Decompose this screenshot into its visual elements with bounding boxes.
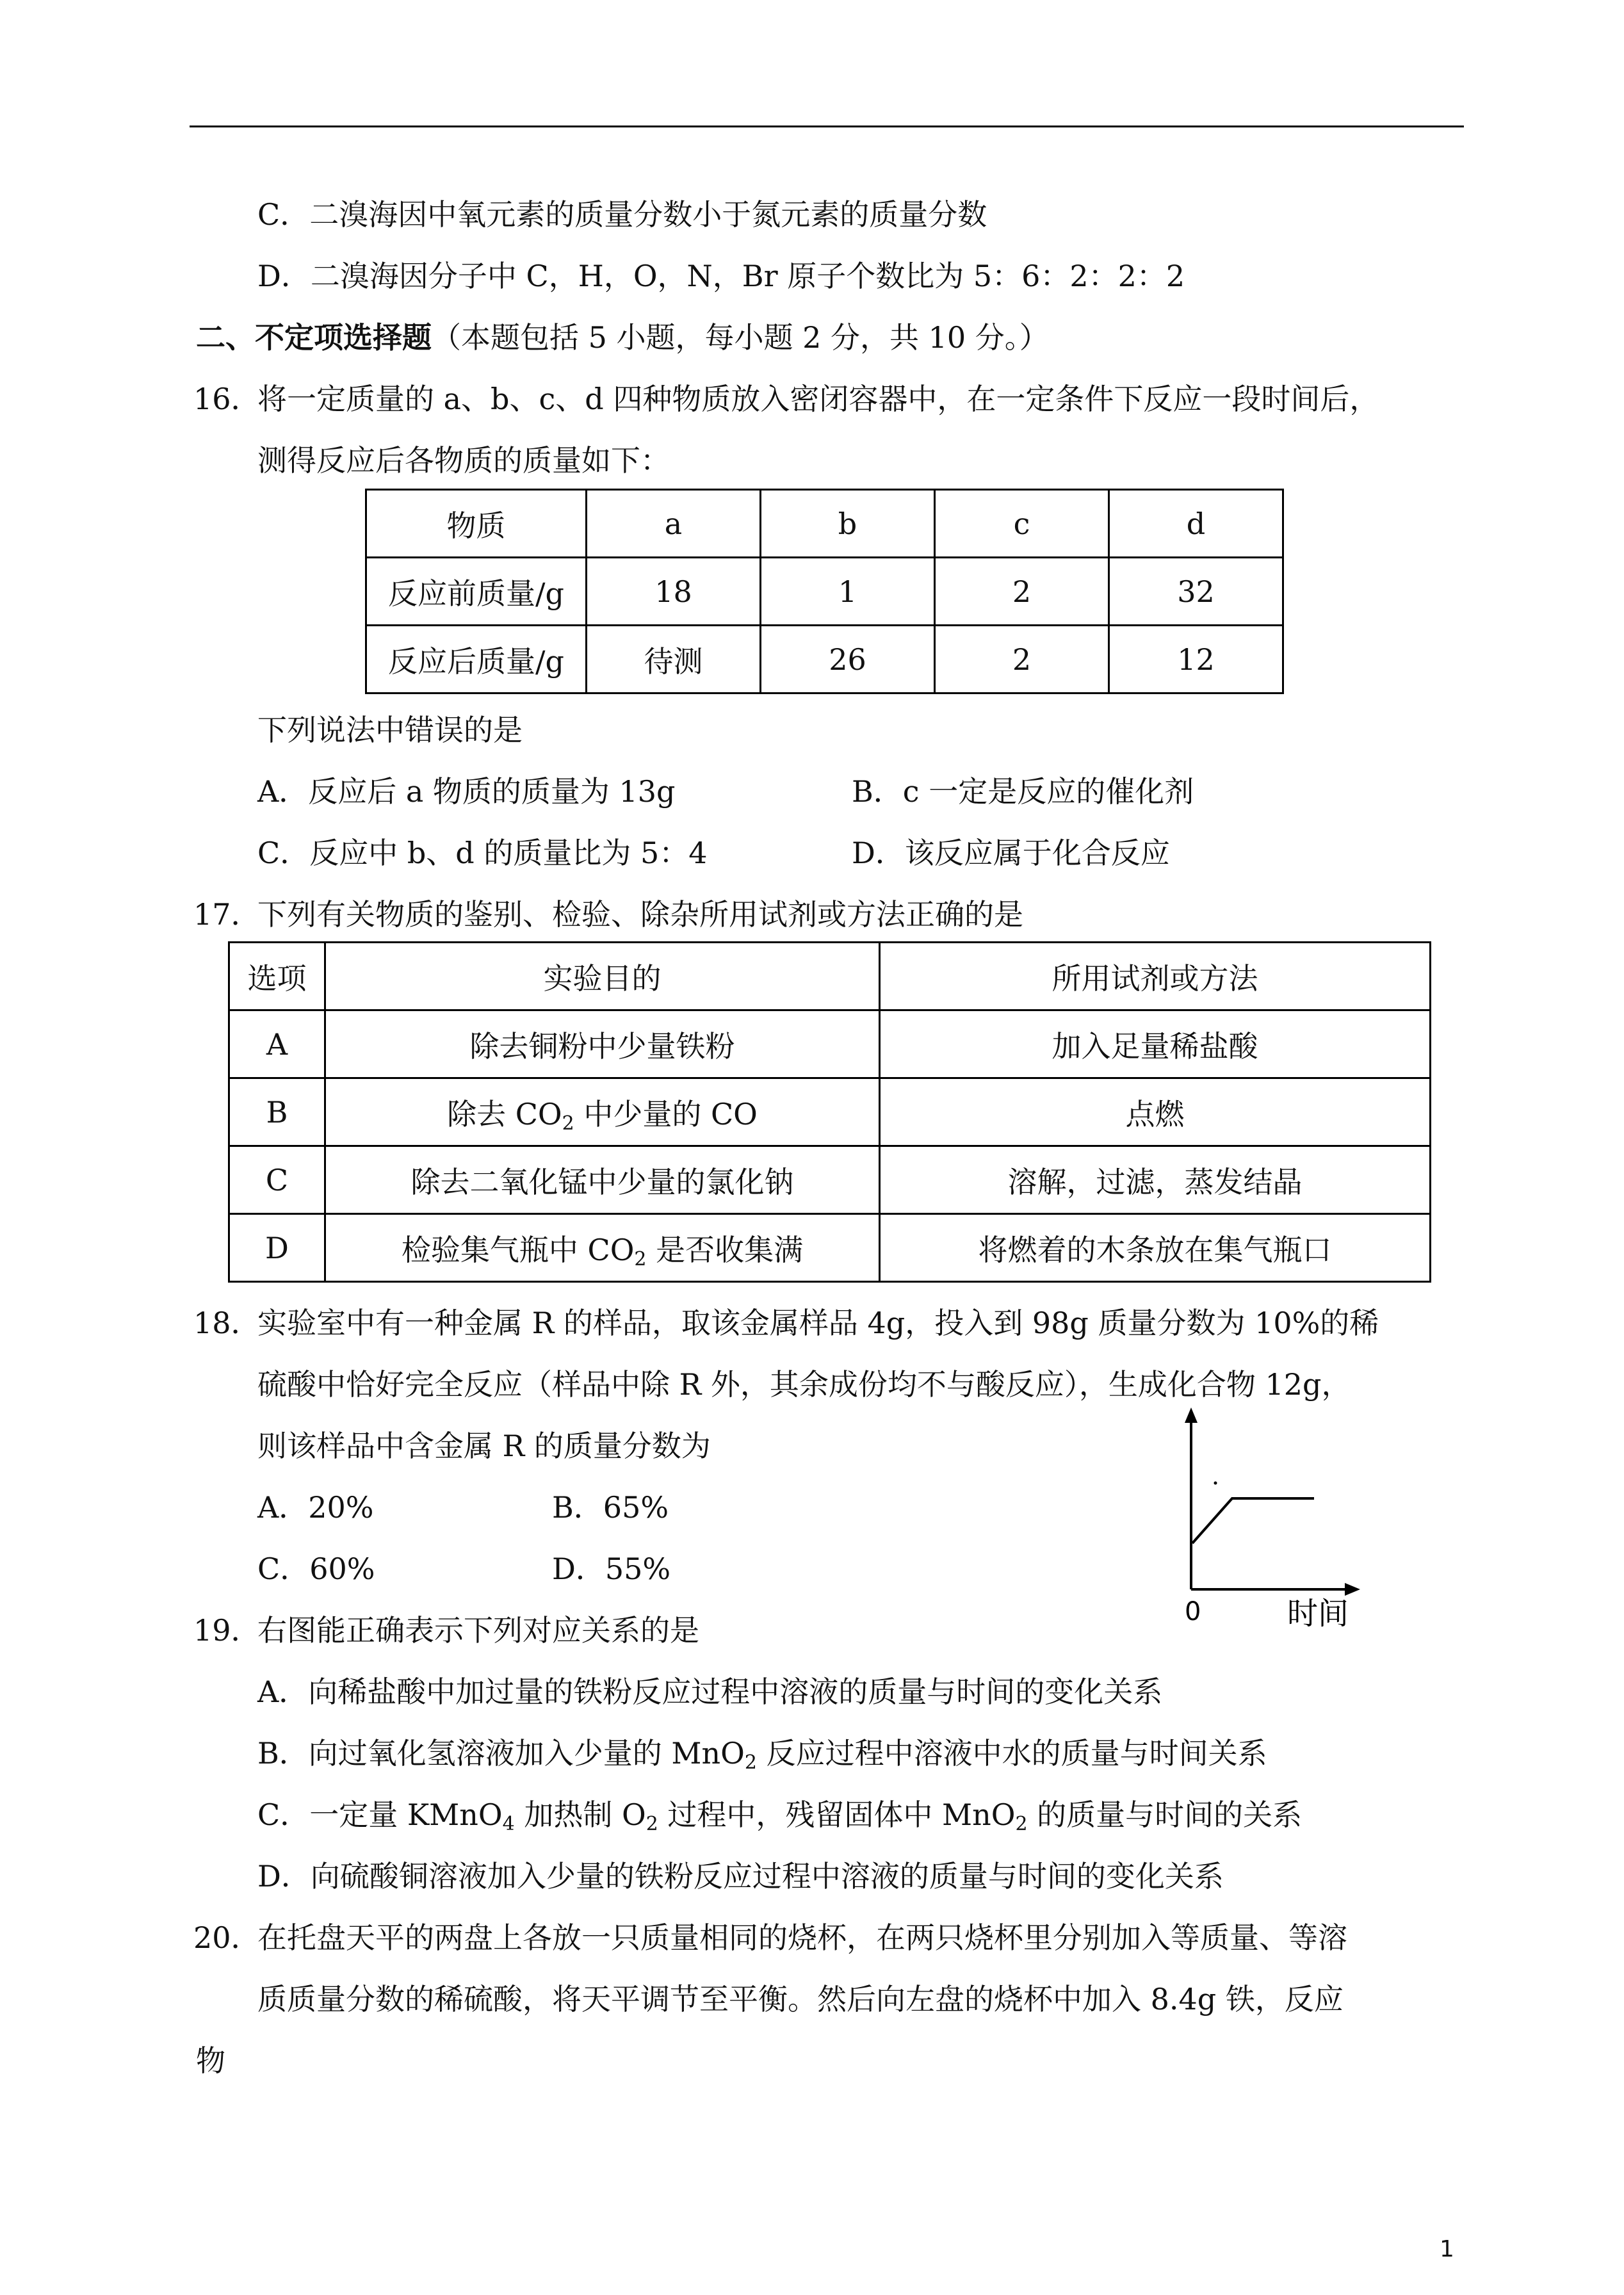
q19-stem: 右图能正确表示下列对应关系的是 xyxy=(257,1613,699,1648)
q16-table-header-row xyxy=(366,490,1283,558)
table-row xyxy=(229,1078,1431,1146)
q15-option-c: C．二溴海因中氧元素的质量分数小于氮元素的质量分数 xyxy=(257,197,987,232)
table-cell: 除去二氧化锰中少量的氯化钠 xyxy=(325,1146,880,1214)
text-fragment: 检验集气瓶中 CO xyxy=(401,1232,635,1267)
table-cell: 加入足量稀盐酸 xyxy=(880,1010,1431,1078)
q16-prompt: 下列说法中错误的是 xyxy=(257,713,523,747)
q17-table-header-cell: 选项 xyxy=(229,943,325,1010)
q18-option-c: C．60% xyxy=(257,1552,375,1586)
text-fragment: B．向过氧化氢溶液加入少量的 MnO xyxy=(257,1736,745,1771)
q16-table-header-cell: a xyxy=(587,490,761,558)
q17-table xyxy=(228,941,1431,1283)
q17-number: 17． xyxy=(193,897,261,932)
page-number: 1 xyxy=(1440,2236,1454,2262)
stray-dot xyxy=(1214,1482,1217,1485)
q16-table-header-cell: 物质 xyxy=(366,490,587,558)
text-fragment: C．一定量 KMnO xyxy=(257,1797,503,1832)
table-cell: 2 xyxy=(935,558,1109,626)
table-cell: C xyxy=(229,1146,325,1214)
table-cell: D xyxy=(229,1214,325,1282)
x-axis-arrow-icon xyxy=(1345,1583,1360,1596)
subscript: 2 xyxy=(646,1813,658,1835)
q17-stem: 下列有关物质的鉴别、检验、除杂所用试剂或方法正确的是 xyxy=(257,897,1023,932)
q19-option-d: D．向硫酸铜溶液加入少量的铁粉反应过程中溶液的质量与时间的变化关系 xyxy=(257,1859,1224,1894)
table-row xyxy=(229,1146,1431,1214)
q19-number: 19． xyxy=(193,1613,261,1648)
x-axis-label: 时间 xyxy=(1287,1596,1349,1632)
q20-number: 20． xyxy=(193,1920,261,1955)
table-row xyxy=(229,1214,1431,1282)
q16-table-header-cell: b xyxy=(761,490,935,558)
q16-option-c: C．反应中 b、d 的质量比为 5：4 xyxy=(257,836,708,870)
q16-option-a: A．反应后 a 物质的质量为 13g xyxy=(257,774,676,809)
table-cell: 将燃着的木条放在集气瓶口 xyxy=(880,1214,1431,1282)
text-fragment: 的质量与时间的关系 xyxy=(1027,1797,1303,1832)
subscript: 2 xyxy=(1015,1813,1028,1835)
q20-line2: 质质量分数的稀硫酸，将天平调节至平衡。然后向左盘的烧杯中加入 8.4g 铁，反应 xyxy=(257,1982,1344,2016)
table-cell: A xyxy=(229,1010,325,1078)
text-fragment: 加热制 O xyxy=(514,1797,646,1832)
q16-table xyxy=(365,489,1284,694)
table-cell: 反应前质量/g xyxy=(366,558,587,626)
table-cell: 26 xyxy=(761,626,935,693)
q16-stem-line1: 将一定质量的 a、b、c、d 四种物质放入密闭容器中，在一定条件下反应一段时间后， xyxy=(257,382,1379,416)
q18-option-d: D．55% xyxy=(552,1552,671,1586)
q18-option-b: B．65% xyxy=(552,1490,669,1525)
time-graph xyxy=(1165,1402,1370,1639)
q16-table-header-cell: d xyxy=(1109,490,1283,558)
table-cell: 18 xyxy=(587,558,761,626)
table-cell: 1 xyxy=(761,558,935,626)
q16-number: 16． xyxy=(193,382,261,416)
table-row xyxy=(229,1010,1431,1078)
q18-line2: 硫酸中恰好完全反应（样品中除 R 外，其余成份均不与酸反应），生成化合物 12g， xyxy=(257,1367,1351,1402)
q18-option-a: A．20% xyxy=(257,1490,374,1525)
q15-option-d: D．二溴海因分子中 C，H，O，N，Br 原子个数比为 5：6：2：2：2 xyxy=(257,259,1185,293)
q16-option-d: D．该反应属于化合反应 xyxy=(852,836,1170,870)
table-cell: 32 xyxy=(1109,558,1283,626)
q17-table-header-row xyxy=(229,943,1431,1010)
q19-option-c xyxy=(257,1796,1302,1834)
text-fragment: 除去 CO xyxy=(447,1096,562,1131)
origin-label: 0 xyxy=(1185,1597,1201,1626)
subscript: 2 xyxy=(634,1247,647,1270)
subscript: 4 xyxy=(502,1813,515,1835)
q19-option-a: A．向稀盐酸中加过量的铁粉反应过程中溶液的质量与时间的变化关系 xyxy=(257,1675,1163,1709)
graph-curve xyxy=(1192,1498,1314,1543)
q19-option-b xyxy=(257,1734,1267,1772)
table-cell: 2 xyxy=(935,626,1109,693)
table-cell: 溶解，过滤，蒸发结晶 xyxy=(880,1146,1431,1214)
table-cell: 除去铜粉中少量铁粉 xyxy=(325,1010,880,1078)
q20-line3: 物 xyxy=(196,2043,225,2078)
table-cell: B xyxy=(229,1078,325,1146)
subscript: 2 xyxy=(562,1112,574,1135)
table-cell: 点燃 xyxy=(880,1078,1431,1146)
q17-table-header-cell: 所用试剂或方法 xyxy=(880,943,1431,1010)
section-2-heading xyxy=(196,318,1049,357)
y-axis-arrow-icon xyxy=(1185,1407,1198,1423)
table-cell xyxy=(325,1078,880,1146)
section-2-title: 二、不定项选择题 xyxy=(196,320,432,355)
q16-stem-line2: 测得反应后各物质的质量如下： xyxy=(257,443,670,478)
q18-number: 18． xyxy=(193,1306,261,1340)
table-cell: 12 xyxy=(1109,626,1283,693)
q18-line1: 实验室中有一种金属 R 的样品，取该金属样品 4g，投入到 98g 质量分数为 10%的稀 xyxy=(257,1306,1379,1340)
header-rule xyxy=(190,126,1464,127)
table-row xyxy=(366,558,1283,626)
table-cell: 反应后质量/g xyxy=(366,626,587,693)
table-cell: 待测 xyxy=(587,626,761,693)
text-fragment: 中少量的 CO xyxy=(574,1096,758,1131)
table-cell xyxy=(325,1214,880,1282)
q16-option-b: B．c 一定是反应的催化剂 xyxy=(852,774,1194,809)
q18-line3: 则该样品中含金属 R 的质量分数为 xyxy=(257,1429,711,1463)
table-row xyxy=(366,626,1283,693)
text-fragment: 反应过程中溶液中水的质量与时间关系 xyxy=(756,1736,1267,1771)
subscript: 2 xyxy=(744,1751,757,1774)
q17-table-header-cell: 实验目的 xyxy=(325,943,880,1010)
q16-table-header-cell: c xyxy=(935,490,1109,558)
text-fragment: 过程中，残留固体中 MnO xyxy=(658,1797,1016,1832)
q20-line1: 在托盘天平的两盘上各放一只质量相同的烧杯，在两只烧杯里分别加入等质量、等溶 xyxy=(257,1920,1347,1955)
text-fragment: 是否收集满 xyxy=(646,1232,804,1267)
section-2-note: （本题包括 5 小题，每小题 2 分，共 10 分。） xyxy=(432,320,1049,355)
